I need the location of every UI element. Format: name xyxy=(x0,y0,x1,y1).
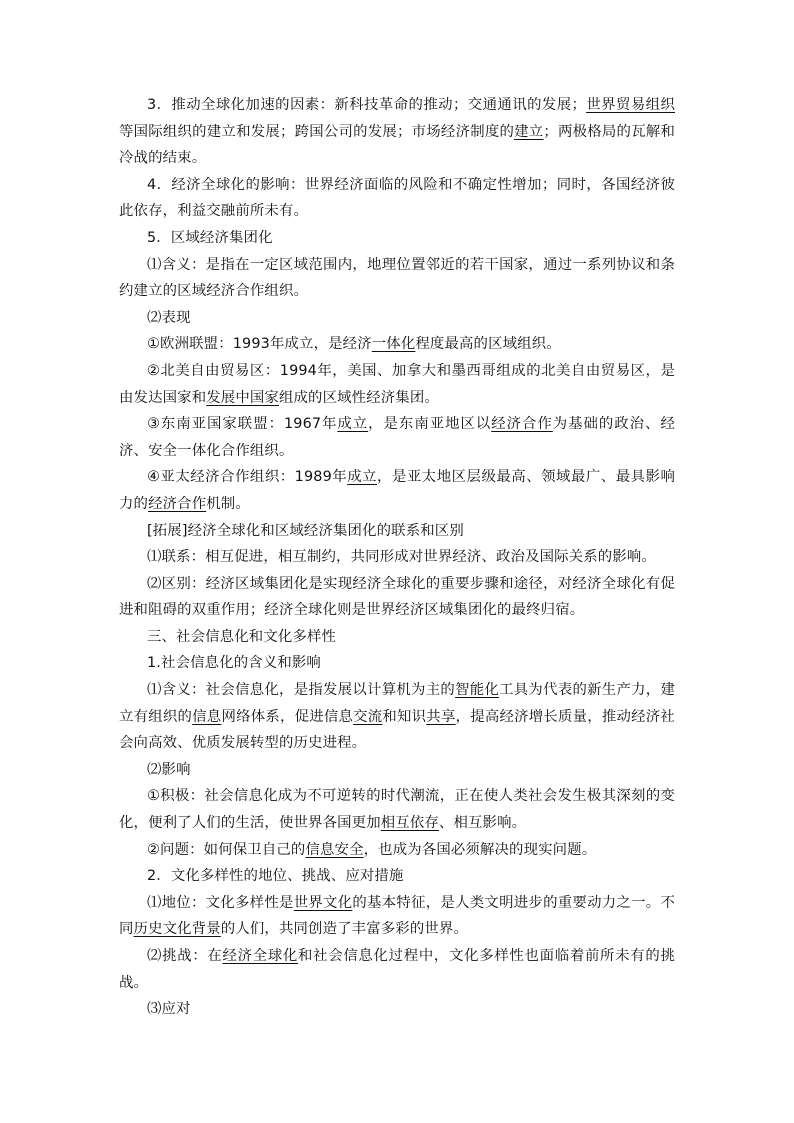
underlined-term: 成立 xyxy=(337,416,369,433)
paragraph xyxy=(119,571,675,624)
paragraph-list xyxy=(119,92,675,1023)
underlined-term: 相互依存 xyxy=(380,815,439,832)
text-run: ④亚太经济合作组织：1989年 xyxy=(147,469,348,486)
text-run: ⑴联系：相互促进，相互制约，共同形成对世界经济、政治及国际关系的影响。 xyxy=(147,549,656,566)
text-run: ①积极：社会信息化成为不可逆转的时代潮流，正在使人类社会发生极其深刻的变化，便利了人们的生活，使世界各国更加 xyxy=(119,788,675,832)
paragraph xyxy=(119,92,675,172)
paragraph xyxy=(119,252,675,305)
underlined-term: 信息安全 xyxy=(305,841,364,858)
text-run: 程度最高的区域组织。 xyxy=(415,336,561,353)
underlined-term: 信息 xyxy=(192,708,222,725)
text-run: ⑵区别：经济区域集团化是实现经济全球化的重要步骤和途径，对经济全球化有促进和阻碍的双重作用；经济全球化则是世界经济区域集团化的最终归宿。 xyxy=(119,575,675,619)
text-run: 为基础的政治、经济、安全一体化合作组织。 xyxy=(119,416,675,459)
text-run: 1.社会信息化的含义和影响 xyxy=(147,655,321,672)
paragraph xyxy=(119,225,675,252)
text-run: ②北美自由贸易区：1994年，美国、加拿大和墨西哥组成的北美自由贸易区，是由发达国家和 xyxy=(119,362,675,406)
text-run: 和知识 xyxy=(382,708,427,725)
text-run: 组成的区域性经济集团。 xyxy=(278,389,439,406)
text-run: ；两极格局的瓦解和冷战的结束。 xyxy=(119,123,675,167)
paragraph xyxy=(119,757,675,784)
text-run: ⑴地位：文化多样性是 xyxy=(147,894,294,911)
paragraph xyxy=(119,837,675,864)
underlined-term: 交流 xyxy=(353,708,383,725)
paragraph xyxy=(119,411,675,464)
text-run: ，是东南亚地区以 xyxy=(368,416,492,433)
underlined-term: 世界文化 xyxy=(293,894,353,911)
text-run: 5．区域经济集团化 xyxy=(147,229,273,246)
underlined-term: 世界贸易组织 xyxy=(586,97,675,113)
paragraph xyxy=(119,890,675,943)
text-run: 4．经济全球化的影响：世界经济面临的风险和不确定性增加；同时，各国经济彼此依存，利益交融前所未有。 xyxy=(119,176,675,220)
paragraph xyxy=(119,464,675,517)
text-run: 的基本特征，是人类文明进步的重要动力之一。不同 xyxy=(119,894,675,938)
text-run: 2．文化多样性的地位、挑战、应对措施 xyxy=(147,868,404,885)
document-body xyxy=(119,92,675,1023)
underlined-term: 成立 xyxy=(347,469,378,486)
underlined-term: 建立 xyxy=(514,123,544,140)
text-run: 三、社会信息化和文化多样性 xyxy=(147,628,337,645)
paragraph xyxy=(119,544,675,571)
text-run: ⑵影响 xyxy=(147,761,191,778)
paragraph xyxy=(119,783,675,836)
text-run: 和社会信息化过程中，文化多样性也面临着前所未有的挑战。 xyxy=(119,948,675,991)
underlined-term: 一体化 xyxy=(371,336,416,353)
paragraph xyxy=(119,305,675,332)
text-run: ②问题：如何保卫自己的 xyxy=(147,841,306,858)
underlined-term: 历史文化背景 xyxy=(133,921,221,938)
text-run: ，提高经济增长质量，推动经济社会向高效、优质发展转型的历史进程。 xyxy=(119,708,675,752)
text-run: ⑶应对 xyxy=(147,1001,191,1018)
text-run: ③东南亚国家联盟：1967年 xyxy=(147,416,338,433)
paragraph xyxy=(119,863,675,890)
text-run: 、相互影响。 xyxy=(438,815,527,832)
text-run: 的人们，共同创造了丰富多彩的世界。 xyxy=(220,921,468,938)
text-run: ⑴含义：社会信息化，是指发展以计算机为主的 xyxy=(147,682,456,699)
text-run: [拓展]经济全球化和区域经济集团化的联系和区别 xyxy=(147,522,464,539)
paragraph xyxy=(119,943,675,996)
paragraph xyxy=(119,996,675,1023)
text-run: ①欧洲联盟：1993年成立，是经济 xyxy=(147,336,372,353)
text-run: 工具为代表的新生产力，建立有组织的 xyxy=(119,682,676,725)
text-run: ，是亚太地区层级最高、领域最广、最具影响力的 xyxy=(119,469,675,512)
underlined-term: 发展中国家 xyxy=(206,389,279,406)
paragraph xyxy=(119,650,675,677)
text-run: ⑴含义：是指在一定区域范围内，地理位置邻近的若干国家，通过一系列协议和条约建立的区域经济合作组织。 xyxy=(119,256,675,300)
paragraph xyxy=(119,172,675,225)
underlined-term: 经济合作 xyxy=(491,416,553,433)
paragraph xyxy=(119,677,675,757)
text-run: 等国际组织的建立和发展；跨国公司的发展；市场经济制度的 xyxy=(119,123,515,140)
paragraph xyxy=(119,358,675,411)
text-run: ⑵挑战：在 xyxy=(147,948,223,964)
text-run: 网络体系，促进信息 xyxy=(221,708,354,725)
paragraph xyxy=(119,518,675,545)
underlined-term: 经济合作 xyxy=(148,495,207,512)
text-run: ⑵表现 xyxy=(147,309,191,326)
underlined-term: 共享 xyxy=(426,708,456,725)
text-run: ，也成为各国必须解决的现实问题。 xyxy=(363,841,597,858)
underlined-term: 智能化 xyxy=(455,682,500,699)
paragraph xyxy=(119,331,675,358)
text-run: 机制。 xyxy=(206,495,250,512)
paragraph xyxy=(119,624,675,651)
text-run: 3．推动全球化加速的因素：新科技革命的推动；交通通讯的发展； xyxy=(147,97,587,113)
underlined-term: 经济全球化 xyxy=(222,948,299,964)
